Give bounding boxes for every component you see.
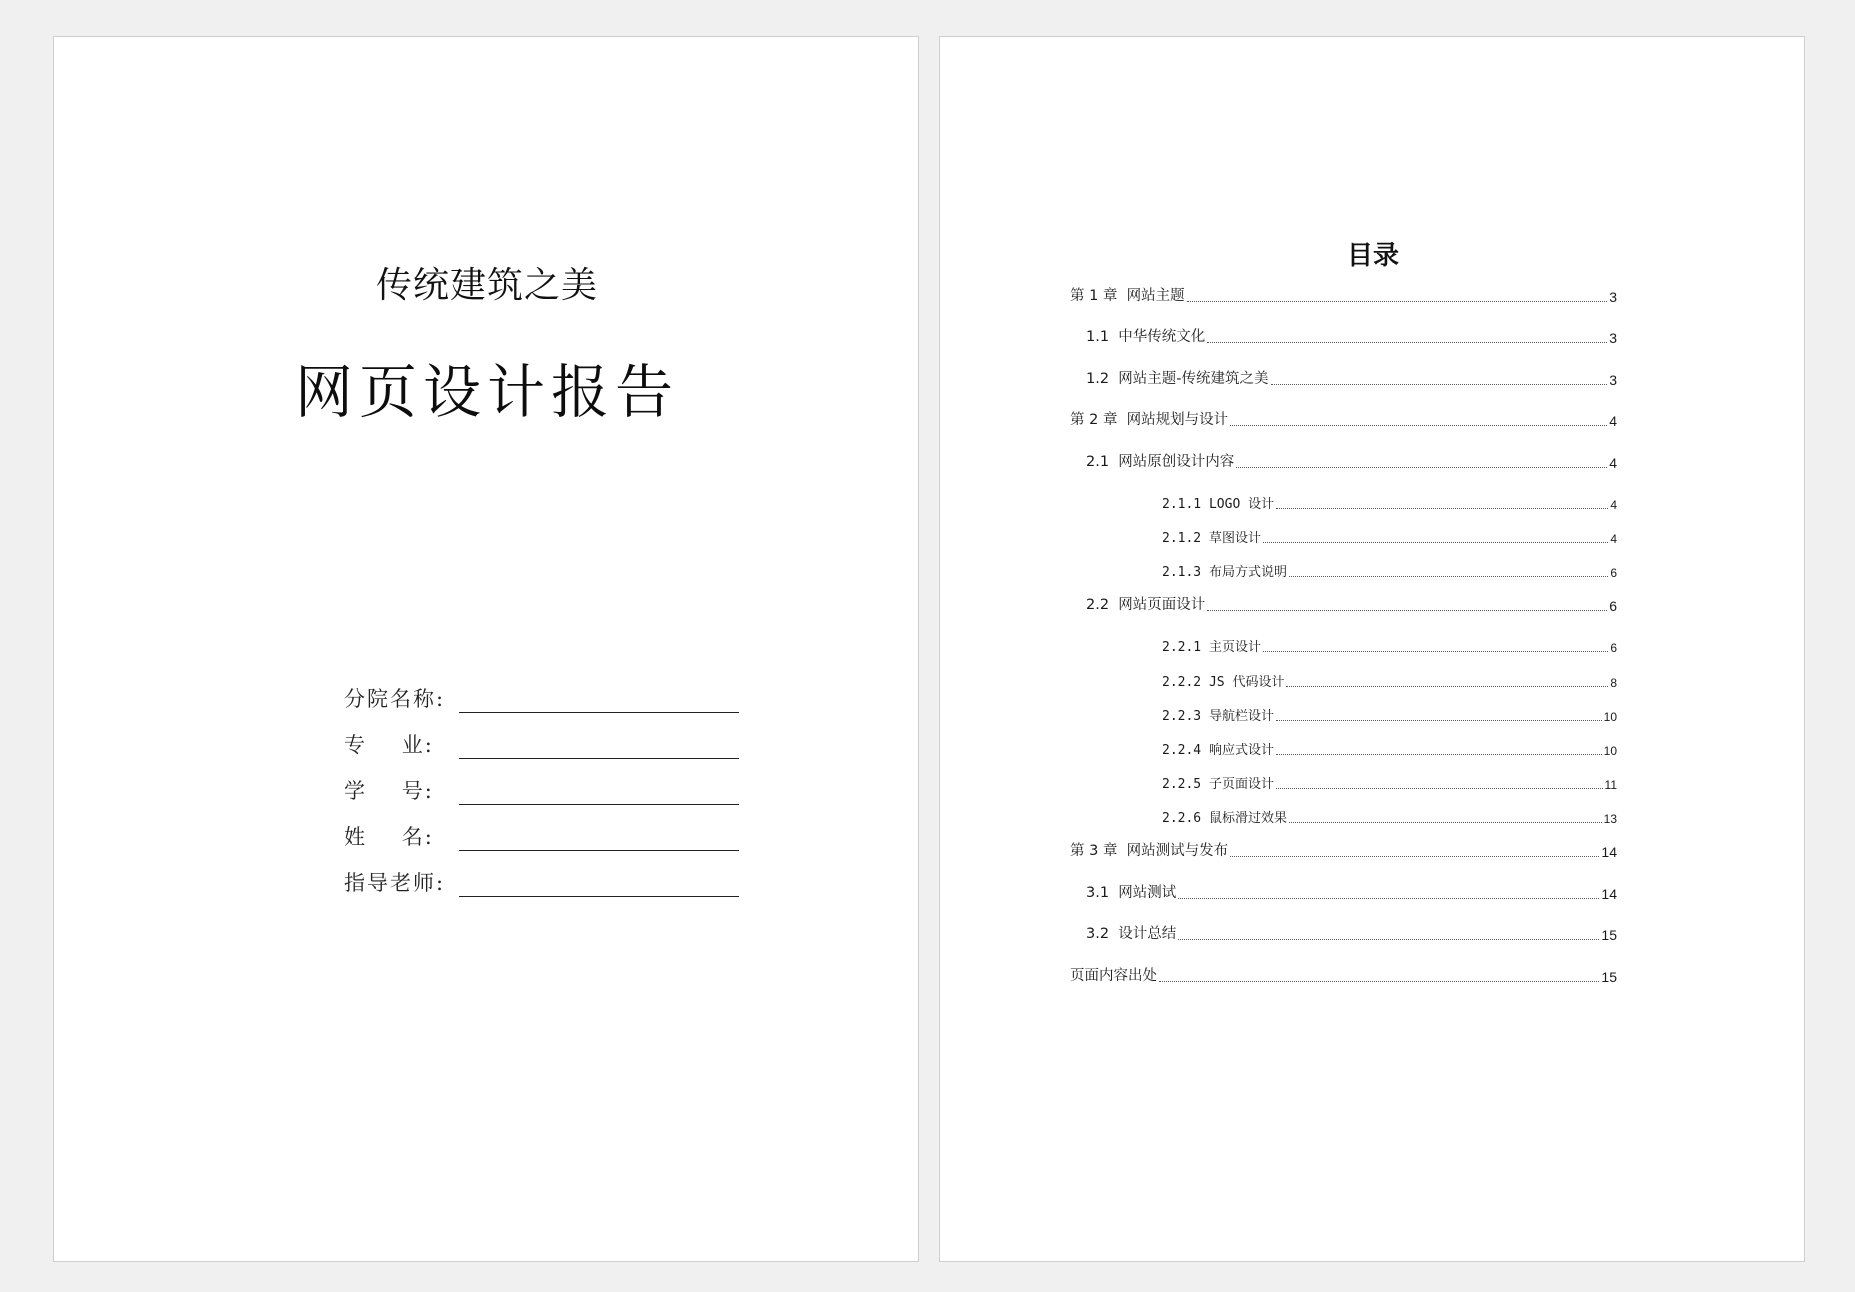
toc-entry-1-2[interactable] (1086, 366, 1617, 390)
toc-entry-1-1[interactable] (1086, 324, 1617, 348)
field-major-line[interactable] (459, 758, 739, 759)
toc-entry-2-2-4[interactable] (1162, 736, 1617, 760)
toc-entry-2-2-5[interactable] (1162, 770, 1617, 794)
toc-page-number: 8 (1610, 676, 1617, 690)
toc-entry-label: 2.2 网站页面设计 (1086, 597, 1206, 613)
toc-page-number: 14 (1601, 886, 1617, 902)
toc-leader (1187, 301, 1608, 302)
toc-leader (1286, 686, 1608, 687)
toc-page-number: 4 (1609, 455, 1617, 471)
toc-page-number: 10 (1603, 744, 1617, 758)
field-major-label: 专 业: (344, 733, 434, 757)
cover-subtitle: 传统建筑之美 (375, 265, 598, 306)
toc-entry-label: 第 2 章 网站规划与设计 (1070, 412, 1229, 428)
toc-leader (1289, 822, 1602, 823)
toc-entry-label: 1.2 网站主题-传统建筑之美 (1086, 371, 1269, 387)
field-name (344, 815, 794, 861)
field-student-id-label: 学 号: (344, 779, 434, 803)
toc-page-number: 13 (1603, 812, 1617, 826)
toc-entry-chapter-3[interactable] (1070, 838, 1617, 862)
toc-entry-2-1-1[interactable] (1162, 490, 1617, 514)
toc-entry-2-2[interactable] (1086, 592, 1617, 616)
toc-entry-label: 3.1 网站测试 (1086, 885, 1177, 901)
toc-entry-label: 3.2 设计总结 (1086, 926, 1177, 942)
toc-entry-label: 2.1 网站原创设计内容 (1086, 454, 1235, 470)
toc-page-number: 6 (1609, 598, 1617, 614)
toc-leader (1271, 384, 1608, 385)
toc-page-number: 14 (1601, 844, 1617, 860)
field-advisor-line[interactable] (459, 896, 739, 897)
cover-title: 网页设计报告 (294, 358, 679, 426)
toc-leader (1236, 467, 1607, 468)
toc-entry-label: 2.2.2 JS 代码设计 (1162, 675, 1285, 690)
toc-entry-label: 2.1.1 LOGO 设计 (1162, 497, 1275, 512)
toc-entry-2-2-2[interactable] (1162, 668, 1617, 692)
toc-leader (1276, 788, 1603, 789)
toc-entry-3-1[interactable] (1086, 880, 1617, 904)
toc-entry-label: 2.2.3 导航栏设计 (1162, 709, 1274, 724)
toc-entry-label: 2.1.3 布局方式说明 (1162, 565, 1287, 580)
toc-entry-2-1-3[interactable] (1162, 558, 1617, 582)
toc-leader (1207, 342, 1607, 343)
toc-leader (1276, 508, 1608, 509)
toc-entry-chapter-1[interactable] (1070, 283, 1617, 307)
toc-page-number: 15 (1601, 927, 1617, 943)
field-name-label: 姓 名: (344, 825, 434, 849)
toc-leader (1207, 610, 1607, 611)
toc-page-number: 4 (1610, 498, 1617, 512)
toc-entry-label: 第 3 章 网站测试与发布 (1070, 843, 1229, 859)
toc-page-number: 15 (1601, 969, 1617, 985)
toc-page-number: 4 (1610, 532, 1617, 546)
toc-page-number: 6 (1610, 641, 1617, 655)
toc-page-number: 4 (1609, 413, 1617, 429)
field-student-id-line[interactable] (459, 804, 739, 805)
toc-leader (1159, 981, 1599, 982)
toc-leader (1230, 425, 1607, 426)
toc-entry-label: 2.1.2 草图设计 (1162, 531, 1261, 546)
toc-entry-2-1[interactable] (1086, 449, 1617, 473)
field-advisor (344, 861, 794, 907)
cover-page (53, 36, 919, 1262)
field-student-id (344, 769, 794, 815)
toc-entry-3-2[interactable] (1086, 921, 1617, 945)
toc-page-number: 3 (1609, 330, 1617, 346)
toc-entry-2-1-2[interactable] (1162, 524, 1617, 548)
toc-heading: 目录 (1346, 241, 1399, 271)
toc-entry-label: 2.2.4 响应式设计 (1162, 743, 1274, 758)
toc-entry-2-2-3[interactable] (1162, 702, 1617, 726)
toc-entry-label: 1.1 中华传统文化 (1086, 329, 1206, 345)
field-major (344, 723, 794, 769)
toc-leader (1230, 856, 1599, 857)
toc-page-number: 10 (1603, 710, 1617, 724)
toc-page-number: 6 (1610, 566, 1617, 580)
toc-leader (1178, 939, 1599, 940)
toc-entry-label: 2.2.6 鼠标滑过效果 (1162, 811, 1287, 826)
toc-page (939, 36, 1805, 1262)
toc-leader (1289, 576, 1608, 577)
toc-leader (1276, 720, 1602, 721)
toc-leader (1263, 651, 1608, 652)
toc-page-number: 11 (1604, 778, 1617, 792)
toc-entry-label: 页面内容出处 (1070, 968, 1157, 984)
toc-page-number: 3 (1609, 289, 1617, 305)
field-name-line[interactable] (459, 850, 739, 851)
toc-entry-chapter-2[interactable] (1070, 407, 1617, 431)
toc-leader (1276, 754, 1602, 755)
toc-entry-2-2-6[interactable] (1162, 804, 1617, 828)
field-college-label: 分院名称: (344, 687, 446, 711)
toc-leader (1263, 542, 1608, 543)
toc-entry-label: 第 1 章 网站主题 (1070, 288, 1185, 304)
toc-leader (1178, 898, 1599, 899)
toc-page-number: 3 (1609, 372, 1617, 388)
field-college-line[interactable] (459, 712, 739, 713)
field-college (344, 677, 794, 723)
toc-entry-label: 2.2.5 子页面设计 (1162, 777, 1274, 792)
field-advisor-label: 指导老师: (344, 871, 446, 895)
toc-entry-2-2-1[interactable] (1162, 633, 1617, 657)
toc-entry-label: 2.2.1 主页设计 (1162, 640, 1261, 655)
toc-entry-sources[interactable] (1070, 963, 1617, 987)
